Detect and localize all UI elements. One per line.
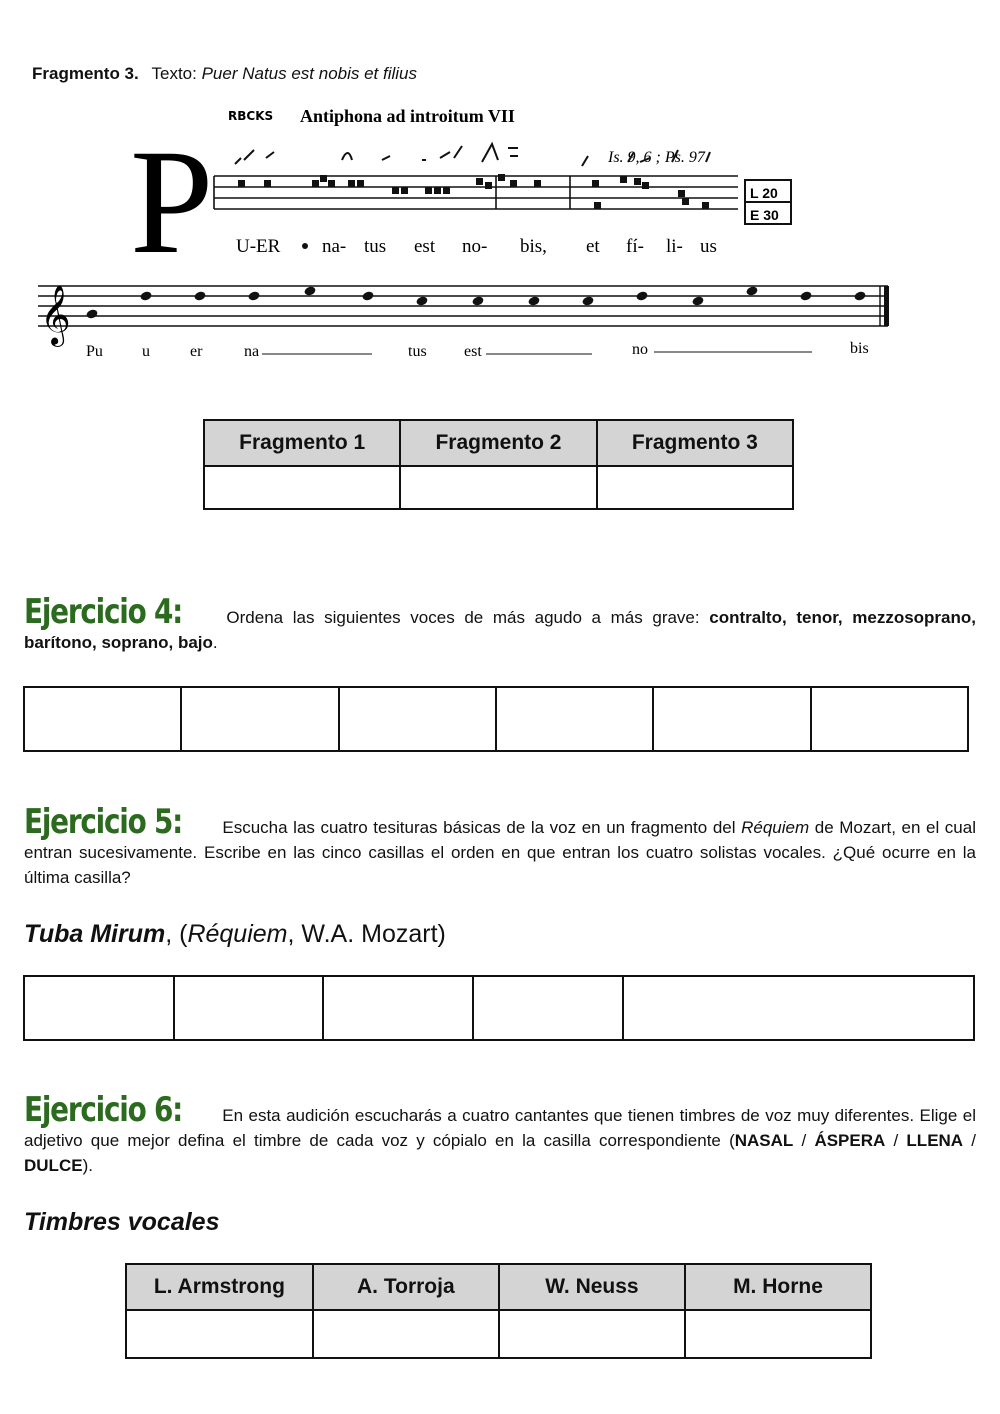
voice-order-cell[interactable] [181, 687, 338, 751]
exercise-4-voices-2: barítono, soprano, bajo [24, 633, 213, 652]
timbres-title: Timbres vocales [24, 1208, 220, 1236]
fragment-header: Fragmento 3 [597, 420, 793, 466]
exercise-6-text: En esta audición escucharás a cuatro cantantes que tienen timbres de voz muy diferentes. Elige el adjetivo que mejor defina el timbre de cada voz y cópialo en la casilla correspondiente ( [24, 1106, 976, 1150]
sep: / [885, 1131, 907, 1150]
timbre-answer-cell[interactable] [685, 1310, 871, 1358]
timbre-answer-cell[interactable] [313, 1310, 499, 1358]
piece-name: Tuba Mirum [24, 920, 166, 948]
exercise-4-text: Ordena las siguientes voces de más agudo a más grave: [226, 608, 700, 627]
exercise-5-text: Escucha las cuatro tesituras básicas de la voz en un fragmento del [222, 818, 736, 837]
fragment-answer-cell[interactable] [597, 466, 793, 509]
modern-staff [38, 286, 888, 326]
voice-order-cell[interactable] [653, 687, 810, 751]
chant-syllable: est [414, 236, 436, 257]
soloist-order-cell[interactable] [473, 976, 623, 1040]
exercise-5 [24, 802, 976, 890]
text-label: Texto: [151, 64, 197, 83]
exercise-4 [24, 592, 976, 655]
sep: / [963, 1131, 977, 1150]
voice-order-cell[interactable] [811, 687, 968, 751]
timbre-answer-cell[interactable] [499, 1310, 685, 1358]
piece-title [24, 920, 446, 949]
piece-author: , W.A. Mozart) [287, 920, 446, 948]
fragment-header: Fragmento 2 [400, 420, 596, 466]
modern-lyrics [86, 340, 869, 360]
requiem-word: Réquiem [741, 818, 810, 837]
fragment3-label: Fragmento 3. [32, 64, 139, 83]
fragment3-heading [32, 64, 417, 84]
modern-syllable: er [190, 343, 203, 360]
timbre-answer-cell[interactable] [126, 1310, 313, 1358]
singer-header: W. Neuss [499, 1264, 685, 1310]
soloist-order-cell[interactable] [323, 976, 473, 1040]
box-top-text: L 20 [750, 185, 778, 201]
exercise-4-voices: contralto, tenor, mezzosoprano, [709, 608, 976, 627]
chant-lyrics [236, 236, 717, 257]
option-dulce: DULCE [24, 1156, 83, 1175]
chant-syllable: us [700, 236, 717, 257]
last-cell[interactable] [623, 976, 974, 1040]
sep: / [793, 1131, 815, 1150]
timbres-subtitle [24, 1208, 219, 1237]
fragment-answer-cell[interactable] [204, 466, 400, 509]
voice-order-cell[interactable] [24, 687, 181, 751]
chant-reference: Is. 9, 6 ; Ps. 97 [608, 149, 705, 166]
period: . [212, 633, 218, 652]
chant-syllable: li- [666, 236, 683, 257]
piece-sep: , ( [165, 920, 188, 948]
fragment-header: Fragmento 1 [204, 420, 400, 466]
voices-order-table [23, 686, 969, 752]
chant-syllable: tus [364, 236, 387, 257]
box-bottom-text: E 30 [750, 207, 779, 223]
chant-syllable: et [586, 236, 600, 257]
chant-neumes [238, 174, 709, 209]
modern-syllable: tus [408, 343, 427, 360]
option-nasal: NASAL [734, 1131, 794, 1150]
fragment-answer-cell[interactable] [400, 466, 596, 509]
singer-header: A. Torroja [313, 1264, 499, 1310]
voice-order-cell[interactable] [496, 687, 653, 751]
soloist-order-cell[interactable] [174, 976, 324, 1040]
fragment-table [203, 419, 794, 510]
modern-syllable: na [244, 343, 260, 360]
modern-syllable: est [464, 343, 482, 360]
treble-clef-icon: 𝄞 [40, 285, 71, 345]
music-notation [30, 100, 869, 370]
modern-notes [85, 285, 866, 319]
chant-syllable: no- [462, 236, 488, 257]
modern-syllable: no [632, 341, 648, 358]
exercise-5-text-2: de Mozart, en el cual entran sucesivamente. Escribe en las cinco casillas el orden en que entran los cuatro solistas vocales. ¿Qué ocurre en la última casilla? [24, 818, 976, 887]
exercise-6-title: Ejercicio 6: [24, 1090, 183, 1130]
latin-text: Puer Natus est nobis et filius [201, 64, 418, 83]
close: ). [82, 1156, 93, 1175]
singer-header: L. Armstrong [126, 1264, 313, 1310]
exercise-5-title: Ejercicio 5: [24, 802, 183, 842]
chant-syllable: U-ER [236, 236, 281, 257]
soloists-order-table [23, 975, 975, 1041]
chant-syllable: na- [322, 236, 347, 257]
option-aspera: ÁSPERA [814, 1131, 886, 1150]
chant-title: Antiphona ad introitum VII [300, 106, 515, 126]
modern-syllable: Pu [86, 343, 103, 360]
soloist-order-cell[interactable] [24, 976, 174, 1040]
chant-syllable: bis, [520, 236, 547, 257]
modern-syllable: u [142, 343, 150, 360]
modern-syllable: bis [850, 340, 869, 357]
timbres-table [125, 1263, 872, 1359]
option-llena: LLENA [906, 1131, 964, 1150]
exercise-6 [24, 1090, 977, 1178]
voice-order-cell[interactable] [339, 687, 496, 751]
chant-initial: P [130, 119, 214, 285]
chant-syllable: fí- [626, 236, 644, 257]
exercise-4-title: Ejercicio 4: [24, 592, 183, 632]
chant-source-code: RBCKS [228, 109, 274, 123]
singer-header: M. Horne [685, 1264, 871, 1310]
piece-work: Réquiem [187, 920, 288, 948]
